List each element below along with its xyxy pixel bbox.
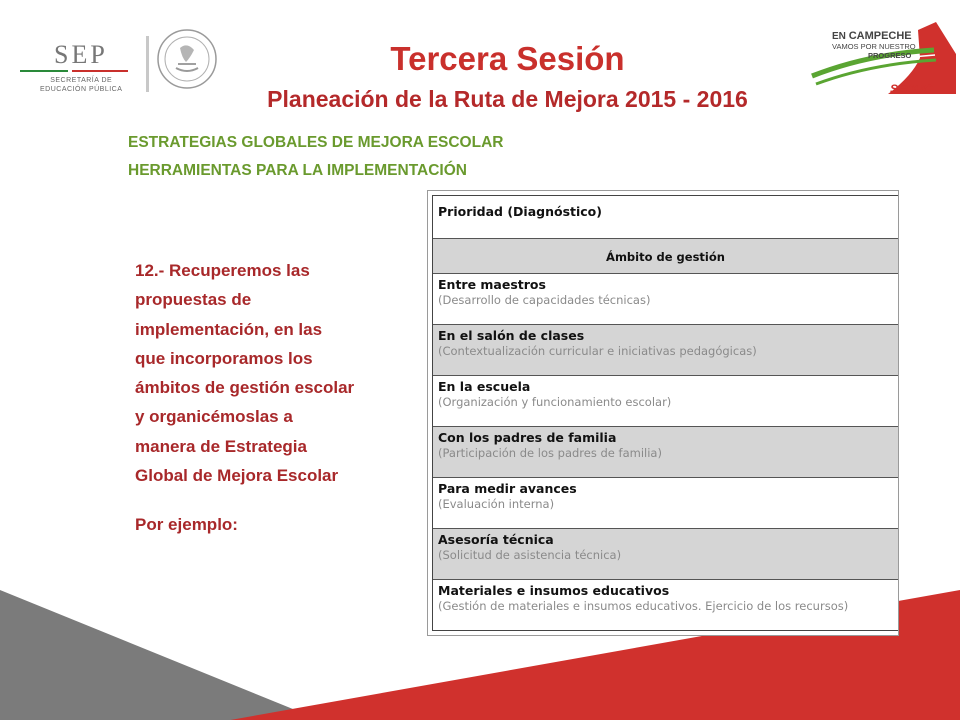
table-row: Entre maestros (Desarrollo de capacidades técnicas) [433,274,898,325]
page-title: Tercera Sesión [390,40,625,77]
table-row-priority: Prioridad (Diagnóstico) [433,196,898,239]
table-row: Con los padres de familia (Participación de los padres de familia) [433,427,898,478]
page-subtitle: Planeación de la Ruta de Mejora 2015 - 2016 [267,86,748,112]
example-label: Por ejemplo: [135,515,238,534]
campeche-logo-line2: VAMOS POR NUESTRO [832,42,916,51]
table-row: Para medir avances (Evaluación interna) [433,478,898,529]
seduc-label: SEDUC [890,82,933,96]
sep-logo-subtitle: SECRETARÍA DE EDUCACIÓN PÚBLICA [40,77,123,93]
instruction-text: 12.- Recuperemos las propuestas de implementación, en las que incorporamos los ámbitos de gestión escolar y organicémoslas a manera de Estrategia Global de Mejora Escolar [135,261,355,486]
table-row: Materiales e insumos educativos (Gestión de materiales e insumos educativos. Ejercicio de los recursos) [438,583,849,613]
table-body [432,195,898,631]
table-row-scope-header: Ámbito de gestión [433,239,898,274]
campeche-logo-line1: EN CAMPECHE [832,30,912,42]
bottom-left-gray-shape [0,590,320,720]
section-heading-tools: HERRAMIENTAS PARA LA IMPLEMENTACIÓN [128,162,467,179]
section-heading-strategies: ESTRATEGIAS GLOBALES DE MEJORA ESCOLAR [128,134,504,151]
table-row: En el salón de clases (Contextualización curricular e iniciativas pedagógicas) [433,325,898,376]
management-scope-table [427,190,899,636]
sep-logo-text: SEP [54,40,108,69]
table-row: Asesoría técnica (Solicitud de asistencia técnica) [433,529,898,580]
campeche-logo-line3: PROGRESO [868,51,912,60]
table-row: En la escuela (Organización y funcionamiento escolar) [433,376,898,427]
